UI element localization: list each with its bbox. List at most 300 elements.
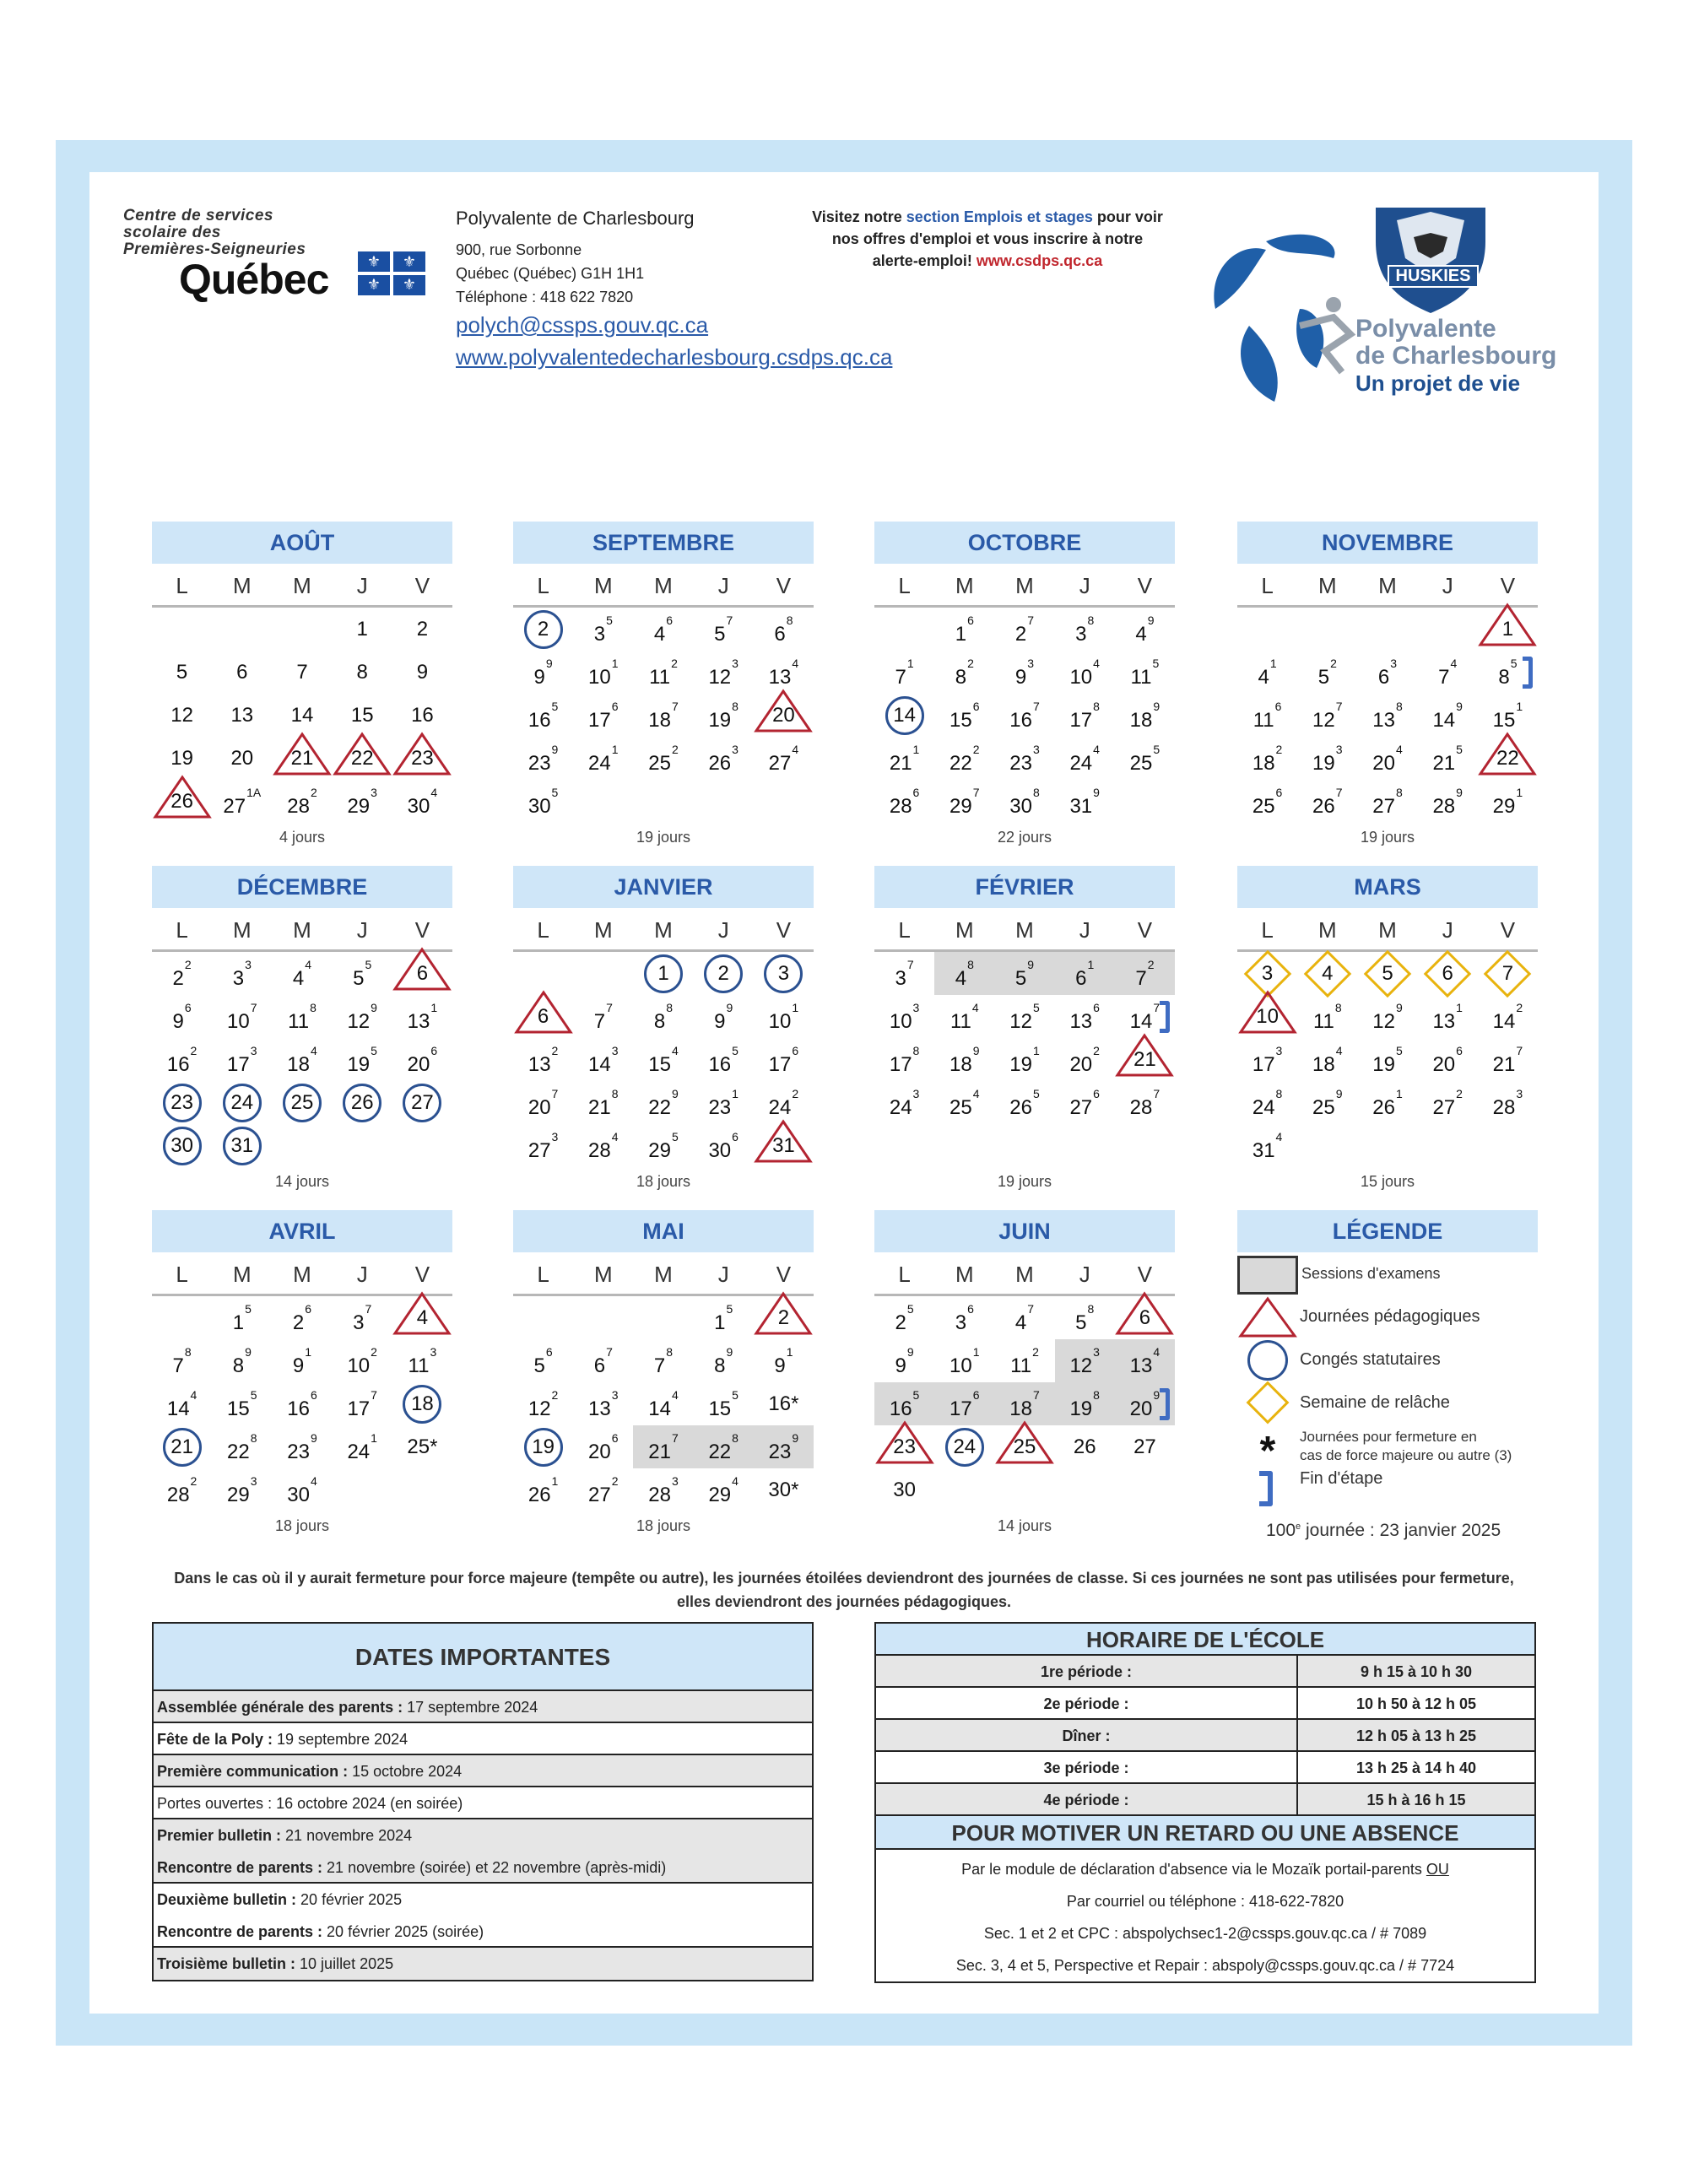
city: Québec (Québec) G1H 1H1	[456, 265, 645, 282]
day-cell	[994, 995, 1054, 1038]
day-number: 14	[893, 704, 916, 727]
day-cell	[1237, 651, 1297, 694]
day-cell	[152, 995, 212, 1038]
cycle-day: 2	[1330, 657, 1337, 670]
legend-list	[1237, 1252, 1538, 1511]
cycle-day: 9	[1395, 1001, 1403, 1014]
cycle-day: 6	[310, 1388, 317, 1402]
day-number: 6	[1139, 1306, 1151, 1329]
day-cell	[754, 1339, 814, 1382]
day-cell	[633, 1124, 693, 1167]
day-number: 30	[170, 1134, 193, 1157]
cycle-day: 6	[1274, 700, 1282, 713]
day-cell	[1055, 995, 1115, 1038]
day-number: 21	[1432, 752, 1456, 775]
day-number: 16	[166, 1053, 190, 1076]
day-cell	[754, 1382, 814, 1425]
date-row	[154, 1819, 812, 1852]
day-cell	[1055, 1339, 1115, 1382]
weekday-label: M	[293, 1262, 311, 1287]
cycle-day: 3	[671, 1474, 679, 1488]
week-row	[1237, 737, 1538, 780]
day-cell	[934, 952, 994, 995]
motiver-line-1	[876, 1853, 1534, 1885]
day-cell	[333, 1425, 392, 1468]
month-janvier	[513, 866, 814, 1196]
cycle-day: 7	[1027, 1302, 1035, 1316]
day-cell	[513, 1081, 573, 1124]
day-cell	[1478, 1038, 1538, 1081]
period-time: 15 h à 16 h 15	[1366, 1792, 1466, 1808]
month-title: NOVEMBRE	[1237, 522, 1538, 564]
day-cell	[152, 1339, 212, 1382]
cycle-day: 7	[1032, 700, 1040, 713]
day-number: 19	[170, 747, 193, 770]
day-number: 12	[1372, 1010, 1395, 1033]
day-cell	[573, 651, 633, 694]
empty-cell	[934, 1468, 994, 1511]
legend-box	[1237, 1210, 1538, 1252]
day-cell	[513, 1382, 573, 1425]
day-number: 5	[533, 1354, 545, 1377]
cycle-day: 5	[551, 786, 559, 799]
jours-count: 14 jours	[274, 1173, 330, 1190]
day-number: 30	[893, 1479, 916, 1501]
cycle-day: 8	[1334, 1001, 1342, 1014]
cycle-day: 1	[551, 1474, 559, 1488]
jobs-url-link[interactable]: www.csdps.qc.ca	[976, 252, 1103, 269]
asterisk-icon: *	[1259, 1429, 1276, 1473]
cycle-day: 3	[250, 1474, 257, 1488]
motiver-title: POUR MOTIVER UN RETARD OU UNE ABSENCE	[876, 1816, 1534, 1850]
day-number: 28	[588, 1139, 611, 1162]
day-cell	[1115, 1038, 1175, 1081]
day-cell	[272, 651, 332, 694]
day-number: 7	[172, 1354, 184, 1377]
cycle-day: 6	[545, 1345, 553, 1359]
week-row	[1237, 608, 1538, 651]
day-cell	[934, 780, 994, 823]
cycle-day: 9	[726, 1345, 733, 1359]
jours-count: 22 jours	[997, 829, 1052, 846]
cycle-day: 6	[305, 1302, 312, 1316]
cycle-day: 5	[371, 1044, 377, 1057]
website-link[interactable]: www.polyvalentedecharlesbourg.csdps.qc.ca	[456, 344, 893, 370]
cycle-day: 3	[1275, 1044, 1283, 1057]
cycle-day: 4	[611, 1130, 619, 1143]
horaire-row	[876, 1720, 1534, 1752]
cycle-day: 7	[1032, 1388, 1040, 1402]
day-cell	[1237, 780, 1297, 823]
week-row	[1237, 1038, 1538, 1081]
day-cell	[633, 651, 693, 694]
day-number: 12	[1312, 709, 1335, 732]
day-number: 11	[1312, 1010, 1334, 1033]
day-number: 21	[588, 1096, 611, 1119]
week-row	[152, 995, 452, 1038]
day-cell	[1115, 1425, 1175, 1468]
fin-etape-bracket-icon	[1160, 1001, 1170, 1033]
jobs-text-a: Visitez notre	[812, 208, 906, 225]
weekday-label: V	[1137, 1262, 1153, 1287]
month-aout	[152, 522, 452, 851]
weekday-label: M	[232, 573, 252, 598]
day-cell	[754, 1081, 814, 1124]
month-title: JUIN	[874, 1210, 1175, 1252]
cycle-day: 9	[1027, 958, 1035, 971]
day-cell	[694, 1296, 754, 1339]
day-number: 6	[593, 1354, 606, 1377]
day-number: 14	[588, 1053, 611, 1076]
cycle-day: 4	[971, 1001, 979, 1014]
week-row	[152, 1081, 452, 1124]
day-cell	[392, 995, 452, 1038]
day-cell	[1115, 694, 1175, 737]
day-cell	[874, 694, 934, 737]
cycle-day: 6	[967, 614, 974, 627]
day-number: 27	[768, 752, 792, 775]
week-row	[874, 1038, 1175, 1081]
jours-count: 19 jours	[636, 829, 691, 846]
day-cell	[573, 1081, 633, 1124]
day-number: 13	[588, 1397, 611, 1420]
weekday-label: V	[776, 573, 792, 598]
day-cell	[212, 1468, 272, 1511]
day-number: 20	[230, 747, 254, 770]
period-time: 13 h 25 à 14 h 40	[1355, 1760, 1477, 1776]
day-number: 10	[1256, 1005, 1279, 1028]
day-number: 14	[648, 1397, 671, 1420]
day-cell	[754, 1124, 814, 1167]
day-cell	[1357, 1081, 1417, 1124]
triangle-icon	[1237, 1295, 1298, 1338]
cycle-day: 9	[972, 1044, 980, 1057]
day-cell	[994, 1296, 1054, 1339]
cycle-day: 6	[1093, 1087, 1100, 1100]
cycle-day: 4	[671, 1044, 679, 1057]
day-cell	[513, 995, 573, 1038]
day-cell	[934, 694, 994, 737]
week-row	[874, 1468, 1175, 1511]
cycle-day: 4	[792, 743, 799, 756]
motiver-line-1a: Par le module de déclaration d'absence via le Mozaïk portail-parents	[961, 1861, 1426, 1878]
day-number: 30*	[768, 1479, 799, 1501]
cycle-day: 1	[1087, 958, 1095, 971]
week-row	[513, 651, 814, 694]
day-cell	[152, 737, 212, 780]
school-logo-text	[1355, 316, 1556, 397]
month-mai	[513, 1210, 814, 1540]
day-cell	[1055, 1425, 1115, 1468]
day-cell	[874, 737, 934, 780]
day-number: 23	[1009, 752, 1032, 775]
day-number: 25	[648, 752, 671, 775]
cycle-day: 2	[551, 1388, 559, 1402]
cycle-day: 7	[371, 1388, 377, 1402]
day-number: 14	[1432, 709, 1456, 732]
day-number: 29	[708, 1484, 732, 1506]
day-number: 10	[588, 666, 611, 689]
day-cell	[1115, 737, 1175, 780]
day-number: 17	[227, 1053, 250, 1076]
cycle-day: 7	[972, 786, 980, 799]
day-number: 1	[657, 962, 669, 985]
day-number: 7	[296, 661, 308, 684]
cycle-day: 7	[1027, 614, 1035, 627]
day-number: 25	[1013, 1435, 1036, 1458]
weekday-label: M	[593, 573, 613, 598]
cycle-day: 7	[1153, 1001, 1160, 1014]
week-row	[874, 1081, 1175, 1124]
day-cell	[272, 952, 332, 995]
weekday-label: L	[898, 917, 911, 943]
weekday-header	[513, 564, 814, 608]
day-number: 17	[950, 1397, 972, 1420]
day-number: 18	[287, 1053, 310, 1076]
date-label: Troisième bulletin :	[157, 1955, 296, 1972]
day-cell	[333, 780, 392, 823]
day-cell	[1055, 952, 1115, 995]
day-number: 22	[350, 747, 374, 770]
period-time: 10 h 50 à 12 h 05	[1355, 1695, 1477, 1712]
day-number: 23	[528, 752, 551, 775]
day-number: 20	[1372, 752, 1395, 775]
centieme-journee	[1266, 1521, 1501, 1541]
day-number: 9	[533, 666, 545, 689]
empty-cell	[874, 608, 934, 651]
day-number: 8	[1498, 666, 1510, 689]
day-number: 5	[353, 967, 365, 990]
day-number: 22	[1496, 747, 1519, 770]
cycle-day: 9	[1335, 1087, 1343, 1100]
weekday-header	[152, 564, 452, 608]
day-number: 15	[227, 1397, 250, 1420]
day-cell	[272, 694, 332, 737]
cycle-day: 5	[1032, 1087, 1040, 1100]
cycle-day: 1	[786, 1345, 793, 1359]
day-number: 8	[955, 666, 967, 689]
day-number: 17	[1252, 1053, 1275, 1076]
weekday-label: M	[955, 917, 974, 943]
day-number: 25*	[407, 1435, 438, 1458]
date-row	[154, 1691, 812, 1723]
weekday-label: L	[176, 573, 188, 598]
horaire-row	[876, 1688, 1534, 1720]
day-number: 3	[593, 623, 606, 646]
force-majeure-note	[152, 1566, 1536, 1614]
day-number: 7	[895, 666, 906, 689]
day-number: 16	[287, 1397, 310, 1420]
cycle-day: 9	[792, 1431, 799, 1445]
school-logo	[1207, 191, 1587, 410]
day-number: 1	[714, 1311, 726, 1334]
week-row	[152, 1468, 452, 1511]
email-link[interactable]: polych@cssps.gouv.qc.ca	[456, 312, 709, 338]
jours-count: 15 jours	[1360, 1173, 1415, 1190]
day-cell	[573, 995, 633, 1038]
week-row	[513, 1124, 814, 1167]
week-row	[874, 1339, 1175, 1382]
cycle-day: 4	[1093, 743, 1100, 756]
jobs-section-link[interactable]: section Emplois et stages	[906, 208, 1093, 225]
weekday-header	[874, 908, 1175, 952]
cycle-day: 9	[1456, 786, 1463, 799]
cycle-day: 3	[551, 1130, 559, 1143]
weekday-label: L	[537, 917, 549, 943]
day-cell	[513, 1339, 573, 1382]
day-cell	[272, 780, 332, 823]
day-cell	[1297, 694, 1357, 737]
quebec-wordmark: Québec	[179, 256, 329, 303]
weekday-label: V	[1500, 573, 1516, 598]
cycle-day: 9	[310, 1431, 317, 1445]
cycle-day: 1	[732, 1087, 738, 1100]
empty-cell	[392, 1124, 452, 1167]
day-number: 4	[292, 967, 305, 990]
day-number: 21	[1133, 1048, 1156, 1071]
weekday-label: J	[717, 917, 729, 943]
week-row	[874, 952, 1175, 995]
empty-cell	[633, 780, 693, 823]
cycle-day: 8	[1032, 786, 1040, 799]
jours-count: 18 jours	[274, 1517, 330, 1534]
day-number: 19	[347, 1053, 371, 1076]
cycle-day: 5	[1032, 1001, 1040, 1014]
empty-cell	[754, 780, 814, 823]
cycle-day: 4	[1395, 743, 1403, 756]
day-number: 20	[588, 1441, 611, 1463]
day-cell	[1297, 1081, 1357, 1124]
cycle-day: 7	[606, 1001, 613, 1014]
empty-cell	[152, 1296, 212, 1339]
day-number: 6	[236, 661, 248, 684]
day-number: 16*	[768, 1392, 799, 1415]
day-number: 9	[714, 1010, 726, 1033]
cycle-day: 8	[732, 700, 738, 713]
cycle-day: 5	[1395, 1044, 1403, 1057]
date-label: Deuxième bulletin :	[157, 1891, 297, 1908]
day-cell	[513, 651, 573, 694]
day-cell	[573, 694, 633, 737]
diamond-icon	[1247, 1381, 1290, 1424]
cycle-day: 1	[792, 1001, 799, 1014]
day-number: 31	[772, 1134, 795, 1157]
month-title: AOÛT	[152, 522, 452, 564]
weekday-label: V	[1500, 917, 1516, 943]
day-cell	[152, 1038, 212, 1081]
day-number: 24	[347, 1441, 371, 1463]
day-cell	[874, 651, 934, 694]
day-number: 30	[407, 795, 430, 818]
cycle-day: 7	[1335, 700, 1343, 713]
day-cell	[754, 651, 814, 694]
day-number: 22	[648, 1096, 671, 1119]
day-cell	[874, 1296, 934, 1339]
day-cell	[152, 952, 212, 995]
cycle-day: 8	[611, 1087, 619, 1100]
date-label: Rencontre de parents :	[157, 1923, 323, 1940]
day-number: 21	[648, 1441, 671, 1463]
day-cell	[934, 1382, 994, 1425]
day-cell	[272, 1425, 332, 1468]
cycle-day: 2	[1516, 1001, 1523, 1014]
day-number: 6	[774, 623, 786, 646]
day-cell	[1237, 694, 1297, 737]
cycle-day: 8	[1087, 614, 1095, 627]
day-number: 19	[708, 709, 732, 732]
day-cell	[934, 608, 994, 651]
cycle-day: 4	[732, 1474, 738, 1488]
date-row	[154, 1723, 812, 1755]
cycle-day: 2	[1093, 1044, 1100, 1057]
day-cell	[212, 651, 272, 694]
day-number: 12	[1069, 1354, 1093, 1377]
day-number: 12	[708, 666, 732, 689]
day-number: 11	[408, 1354, 430, 1377]
note-line-2: elles deviendront des journées pédagogiques.	[676, 1593, 1012, 1610]
month-juin	[874, 1210, 1175, 1540]
day-number: 4	[653, 623, 666, 646]
day-number: 27	[223, 795, 246, 818]
day-number: 23	[768, 1441, 792, 1463]
cycle-day: 7	[726, 614, 733, 627]
day-cell	[1478, 694, 1538, 737]
day-cell	[1237, 995, 1297, 1038]
day-number: 3	[895, 967, 906, 990]
day-number: 4	[1135, 623, 1147, 646]
day-cell	[1237, 737, 1297, 780]
day-number: 16	[889, 1397, 912, 1420]
day-number: 20	[1432, 1053, 1456, 1076]
day-cell	[212, 1425, 272, 1468]
cycle-day: 1	[1516, 786, 1523, 799]
day-cell	[1237, 952, 1297, 995]
empty-cell	[874, 1124, 934, 1167]
day-number: 9	[895, 1354, 906, 1377]
day-cell	[333, 694, 392, 737]
day-cell	[573, 608, 633, 651]
day-number: 12	[528, 1397, 551, 1420]
period-label: Dîner :	[876, 1720, 1298, 1750]
cycle-day: 1	[1516, 700, 1523, 713]
day-cell	[633, 1339, 693, 1382]
week-row	[1237, 995, 1538, 1038]
day-number: 27	[528, 1139, 551, 1162]
day-cell	[573, 1382, 633, 1425]
weekday-label: L	[1261, 573, 1274, 598]
week-row	[513, 694, 814, 737]
day-number: 30	[528, 795, 551, 818]
empty-cell	[1357, 1124, 1417, 1167]
day-number: 8	[714, 1354, 726, 1377]
cycle-day: 5	[912, 1388, 920, 1402]
date-value: 21 novembre (soirée) et 22 novembre (après-midi)	[322, 1859, 667, 1876]
logo-line-1: Polyvalente	[1355, 315, 1496, 343]
cycle-day: 3	[611, 1388, 619, 1402]
empty-cell	[1418, 1124, 1478, 1167]
day-number: 10	[1069, 666, 1093, 689]
day-cell	[1055, 1081, 1115, 1124]
empty-cell	[1237, 608, 1297, 651]
cycle-day: 2	[967, 657, 974, 670]
day-number: 5	[714, 623, 726, 646]
day-number: 9	[172, 1010, 184, 1033]
day-number: 2	[895, 1311, 906, 1334]
day-number: 18	[950, 1053, 972, 1076]
day-number: 15	[350, 704, 374, 727]
day-cell	[694, 737, 754, 780]
weekday-label: J	[1079, 1262, 1090, 1287]
